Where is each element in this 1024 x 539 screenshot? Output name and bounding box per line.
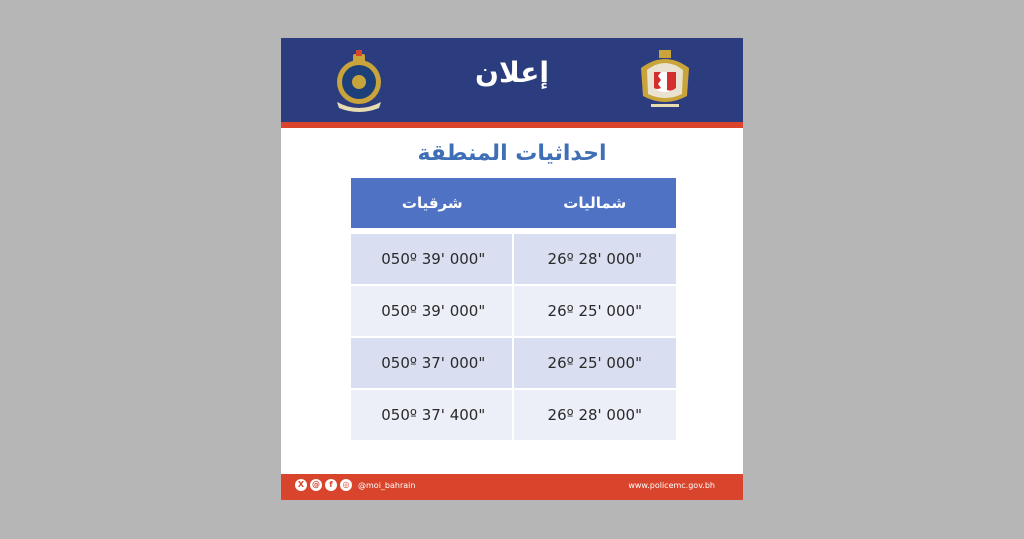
social-handle[interactable]: @moi_bahrain: [358, 480, 416, 490]
announcement-title: إعلان: [475, 56, 549, 89]
header-stripe: [281, 122, 743, 128]
header-east: شرقيات: [351, 178, 514, 228]
north-cell: 26º 28' 000": [514, 232, 677, 284]
table-row: [351, 284, 676, 336]
website-link[interactable]: www.policemc.gov.bh: [628, 481, 715, 490]
east-cell: 050º 39' 000": [351, 284, 514, 336]
social-links: [295, 479, 415, 491]
facebook-icon[interactable]: f: [325, 479, 337, 491]
bahrain-crest-icon: [637, 46, 693, 114]
table-header-row: [351, 178, 676, 228]
x-icon[interactable]: X: [295, 479, 307, 491]
header-north: شماليات: [514, 178, 677, 228]
north-cell: 26º 28' 000": [514, 388, 677, 440]
north-cell: 26º 25' 000": [514, 284, 677, 336]
east-cell: 050º 37' 000": [351, 336, 514, 388]
table-row: [351, 232, 676, 284]
announcement-card: [281, 38, 743, 500]
footer-bar: [281, 474, 743, 500]
east-cell: 050º 39' 000": [351, 232, 514, 284]
table-row: [351, 388, 676, 440]
north-cell: 26º 25' 000": [514, 336, 677, 388]
header-bar: [281, 38, 743, 122]
table-row: [351, 336, 676, 388]
section-heading: احداثيات المنطقة: [417, 141, 607, 166]
coordinates-table: [351, 178, 676, 440]
threads-icon[interactable]: @: [312, 480, 320, 489]
instagram-icon[interactable]: ◎: [340, 479, 352, 491]
east-cell: 050º 37' 400": [351, 388, 514, 440]
